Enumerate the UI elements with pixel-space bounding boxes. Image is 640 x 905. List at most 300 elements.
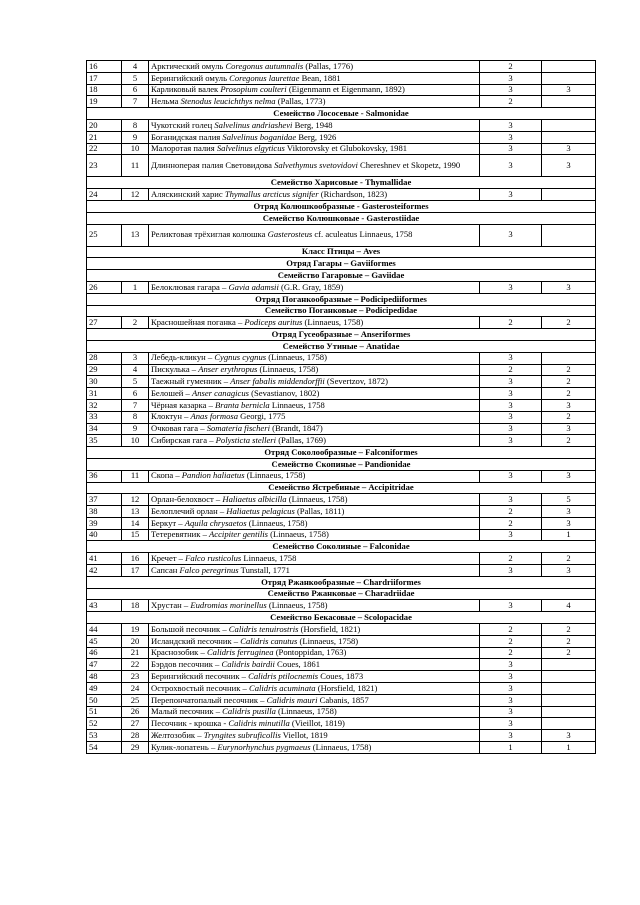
overall-number: 40 bbox=[87, 529, 122, 541]
taxon-header-row bbox=[87, 447, 596, 459]
latin-name: Stenodus leucichthys nelma bbox=[180, 96, 276, 107]
group-number: 5 bbox=[122, 376, 149, 388]
group-number: 19 bbox=[122, 624, 149, 636]
overall-number: 30 bbox=[87, 376, 122, 388]
latin-name: Branta bernicla bbox=[215, 399, 270, 410]
overall-number: 50 bbox=[87, 694, 122, 706]
latin-name: Cygnus cygnus bbox=[214, 352, 267, 363]
species-name bbox=[149, 659, 480, 671]
author-year: (Linnaeus, 1758) bbox=[244, 470, 306, 481]
species-row bbox=[87, 624, 596, 636]
russian-name: Скопа – bbox=[151, 470, 182, 481]
species-name bbox=[149, 423, 480, 435]
russian-name: Длинноперая палия Световидова bbox=[151, 160, 275, 171]
species-name bbox=[149, 517, 480, 529]
taxon-header-row bbox=[87, 541, 596, 553]
overall-number: 32 bbox=[87, 399, 122, 411]
species-name bbox=[149, 84, 480, 96]
latin-name: Calidris canutus bbox=[240, 635, 298, 646]
species-table-body bbox=[87, 61, 596, 754]
russian-name: Белоплечий орлан – bbox=[151, 505, 227, 516]
russian-name: Нельма bbox=[151, 96, 181, 107]
status-category-a: 3 bbox=[480, 718, 542, 730]
taxon-header: Семейство Поганковые – Podicipedidae bbox=[87, 305, 596, 317]
status-category-a: 3 bbox=[480, 376, 542, 388]
species-row bbox=[87, 399, 596, 411]
species-row bbox=[87, 281, 596, 293]
status-category-a: 3 bbox=[480, 683, 542, 695]
status-category-b bbox=[542, 189, 596, 201]
taxon-header: Семейство Бекасовые – Scolopacidae bbox=[87, 612, 596, 624]
status-category-b: 1 bbox=[542, 529, 596, 541]
russian-name: Таежный гуменник – bbox=[151, 376, 231, 387]
russian-name: Берингийский песочник – bbox=[151, 671, 249, 681]
russian-name: Белоклювая гагара – bbox=[151, 281, 229, 292]
overall-number: 27 bbox=[87, 317, 122, 329]
russian-name: Сибирская гага – bbox=[151, 435, 216, 446]
species-name bbox=[149, 671, 480, 683]
overall-number: 34 bbox=[87, 423, 122, 435]
author-year: Linnaeus, 1758 bbox=[269, 399, 325, 410]
species-row bbox=[87, 553, 596, 565]
status-category-a: 3 bbox=[480, 352, 542, 364]
author-year: Coues, 1861 bbox=[274, 659, 321, 670]
author-year: (Linnaeus, 1758) bbox=[302, 317, 364, 328]
overall-number: 45 bbox=[87, 635, 122, 647]
species-row bbox=[87, 730, 596, 742]
russian-name: Арктический омуль bbox=[151, 60, 226, 71]
author-year: Linnaeus, 1758 bbox=[241, 553, 297, 564]
status-category-b: 2 bbox=[542, 553, 596, 565]
author-year: (Linnaeus, 1758) bbox=[266, 600, 328, 611]
group-number: 1 bbox=[122, 281, 149, 293]
species-row bbox=[87, 364, 596, 376]
group-number: 25 bbox=[122, 694, 149, 706]
latin-name: Anser erythropus bbox=[198, 364, 258, 375]
status-category-b: 3 bbox=[542, 730, 596, 742]
latin-name: Coregonus laurettae bbox=[229, 72, 300, 83]
status-category-b: 3 bbox=[542, 281, 596, 293]
group-number: 13 bbox=[122, 224, 149, 246]
status-category-a: 3 bbox=[480, 494, 542, 506]
overall-number: 25 bbox=[87, 224, 122, 246]
russian-name: Клоктун – bbox=[151, 411, 191, 422]
overall-number: 21 bbox=[87, 131, 122, 143]
status-category-a: 2 bbox=[480, 635, 542, 647]
author-year: Viellot, 1819 bbox=[280, 729, 328, 740]
species-row bbox=[87, 189, 596, 201]
species-name bbox=[149, 281, 480, 293]
russian-name: Реликтовая трёхиглая колюшка bbox=[151, 229, 268, 240]
russian-name: Чёрная казарка – bbox=[151, 399, 216, 410]
russian-name: Острохвостый песочник – bbox=[151, 682, 249, 693]
latin-name: Calidris mauri bbox=[266, 694, 318, 705]
taxon-header: Семейство Гагаровые – Gaviidae bbox=[87, 270, 596, 282]
author-year: (Linnaeus, 1758) bbox=[286, 494, 348, 505]
overall-number: 53 bbox=[87, 730, 122, 742]
russian-name: Белошей – bbox=[151, 387, 192, 398]
taxon-header: Отряд Гагары – Gaviiformes bbox=[87, 258, 596, 270]
overall-number: 47 bbox=[87, 659, 122, 671]
author-year: (Brandt, 1847) bbox=[269, 423, 323, 434]
russian-name: Малоротая палия bbox=[151, 143, 217, 154]
group-number: 28 bbox=[122, 730, 149, 742]
author-year: Coues, 1873 bbox=[318, 671, 364, 681]
species-row bbox=[87, 224, 596, 246]
overall-number: 36 bbox=[87, 470, 122, 482]
group-number: 23 bbox=[122, 671, 149, 683]
status-category-b: 2 bbox=[542, 317, 596, 329]
status-category-a: 2 bbox=[480, 96, 542, 108]
latin-name: Polysticta stelleri bbox=[215, 435, 277, 446]
overall-number: 38 bbox=[87, 506, 122, 518]
status-category-b: 2 bbox=[542, 635, 596, 647]
overall-number: 28 bbox=[87, 352, 122, 364]
latin-name: Anser fabalis middendorffii bbox=[230, 376, 325, 387]
status-category-b bbox=[542, 718, 596, 730]
latin-name: Calidris minutilla bbox=[228, 718, 290, 729]
species-row bbox=[87, 647, 596, 659]
group-number: 5 bbox=[122, 72, 149, 84]
group-number: 27 bbox=[122, 718, 149, 730]
overall-number: 46 bbox=[87, 647, 122, 659]
species-name bbox=[149, 376, 480, 388]
overall-number: 26 bbox=[87, 281, 122, 293]
author-year: Viktorovsky et Glubokovsky, 1981 bbox=[284, 143, 408, 154]
species-table bbox=[86, 60, 596, 754]
overall-number: 29 bbox=[87, 364, 122, 376]
group-number: 26 bbox=[122, 706, 149, 718]
species-name bbox=[149, 155, 480, 177]
russian-name: Чукотский голец bbox=[151, 119, 215, 130]
author-year: (Severtzov, 1872) bbox=[324, 376, 388, 387]
latin-name: Salvethymus svetovidovi bbox=[274, 160, 358, 171]
status-category-a: 3 bbox=[480, 155, 542, 177]
species-name bbox=[149, 647, 480, 659]
russian-name: Исландский песочник – bbox=[151, 635, 241, 646]
latin-name: Falco peregrinus bbox=[179, 564, 239, 575]
group-number: 29 bbox=[122, 742, 149, 754]
taxon-header-row bbox=[87, 258, 596, 270]
russian-name: Берингийский омуль bbox=[151, 72, 230, 83]
status-category-a: 2 bbox=[480, 647, 542, 659]
status-category-a: 2 bbox=[480, 364, 542, 376]
russian-name: Малый песочник – bbox=[151, 706, 223, 717]
status-category-b: 2 bbox=[542, 388, 596, 400]
latin-name: Haliaetus pelagicus bbox=[226, 505, 295, 516]
taxon-header-row bbox=[87, 246, 596, 258]
russian-name: Тетеревятник – bbox=[151, 529, 210, 540]
author-year: (Linnaeus, 1758) bbox=[257, 364, 319, 375]
latin-name: Prosopium coulteri bbox=[220, 84, 287, 95]
russian-name: Перепончатопалый песочник – bbox=[151, 694, 267, 705]
latin-name: Eudromias morinellus bbox=[190, 600, 267, 611]
overall-number: 19 bbox=[87, 96, 122, 108]
overall-number: 49 bbox=[87, 683, 122, 695]
author-year: (Linnaeus, 1758) bbox=[266, 352, 327, 363]
taxon-header-row bbox=[87, 293, 596, 305]
author-year: Bean, 1881 bbox=[299, 72, 341, 83]
species-name bbox=[149, 224, 480, 246]
author-year: cf. aculeatus Linnaeus, 1758 bbox=[312, 229, 413, 240]
latin-name: Tryngites subruficollis bbox=[203, 729, 281, 740]
taxon-header-row bbox=[87, 212, 596, 224]
species-name bbox=[149, 506, 480, 518]
taxon-header-row bbox=[87, 270, 596, 282]
latin-name: Calidris acuminata bbox=[248, 682, 316, 693]
species-row bbox=[87, 131, 596, 143]
overall-number: 51 bbox=[87, 706, 122, 718]
latin-name: Gavia adamsii bbox=[228, 281, 279, 292]
latin-name: Gasterosteus bbox=[267, 229, 313, 240]
group-number: 12 bbox=[122, 494, 149, 506]
status-category-a: 1 bbox=[480, 742, 542, 754]
taxon-header: Семейство Ржанковые – Charadriidae bbox=[87, 588, 596, 600]
russian-name: Орлан-белохвост – bbox=[151, 494, 223, 505]
overall-number: 52 bbox=[87, 718, 122, 730]
group-number: 18 bbox=[122, 600, 149, 612]
status-category-b bbox=[542, 224, 596, 246]
species-row bbox=[87, 706, 596, 718]
latin-name: Coregonus autumnalis bbox=[225, 60, 304, 71]
status-category-a: 3 bbox=[480, 671, 542, 683]
status-category-a: 2 bbox=[480, 517, 542, 529]
species-name bbox=[149, 388, 480, 400]
species-row bbox=[87, 61, 596, 73]
status-category-a: 3 bbox=[480, 565, 542, 577]
status-category-b: 2 bbox=[542, 624, 596, 636]
status-category-b: 3 bbox=[542, 470, 596, 482]
latin-name: Aquila chrysaetos bbox=[184, 517, 247, 528]
status-category-b: 3 bbox=[542, 143, 596, 155]
overall-number: 23 bbox=[87, 155, 122, 177]
group-number: 12 bbox=[122, 189, 149, 201]
taxon-header: Семейство Лососевые - Salmonidae bbox=[87, 108, 596, 120]
group-number: 4 bbox=[122, 364, 149, 376]
status-category-b: 2 bbox=[542, 411, 596, 423]
taxon-header-row bbox=[87, 108, 596, 120]
author-year: (Richardson, 1823) bbox=[318, 188, 388, 199]
group-number: 17 bbox=[122, 565, 149, 577]
author-year: (Horsfield, 1821) bbox=[298, 623, 361, 634]
species-name bbox=[149, 635, 480, 647]
status-category-b bbox=[542, 119, 596, 131]
species-name bbox=[149, 553, 480, 565]
status-category-a: 3 bbox=[480, 388, 542, 400]
species-row bbox=[87, 84, 596, 96]
species-row bbox=[87, 635, 596, 647]
status-category-a: 3 bbox=[480, 72, 542, 84]
taxon-header: Семейство Утиные – Anatidae bbox=[87, 340, 596, 352]
species-name bbox=[149, 706, 480, 718]
russian-name: Красношейная поганка – bbox=[151, 317, 245, 328]
russian-name: Желтозобик – bbox=[151, 729, 204, 740]
group-number: 9 bbox=[122, 131, 149, 143]
species-row bbox=[87, 72, 596, 84]
species-row bbox=[87, 683, 596, 695]
status-category-a: 3 bbox=[480, 119, 542, 131]
species-row bbox=[87, 659, 596, 671]
status-category-a: 3 bbox=[480, 189, 542, 201]
group-number: 11 bbox=[122, 155, 149, 177]
author-year: Berg, 1926 bbox=[296, 131, 337, 142]
russian-name: Аляскинский харис bbox=[151, 188, 225, 199]
russian-name: Большой песочник – bbox=[151, 623, 229, 634]
status-category-a: 3 bbox=[480, 423, 542, 435]
status-category-a: 2 bbox=[480, 506, 542, 518]
russian-name: Боганидская палия bbox=[151, 131, 223, 142]
taxon-header-row bbox=[87, 340, 596, 352]
author-year: (G.R. Gray, 1859) bbox=[278, 281, 344, 292]
status-category-a: 3 bbox=[480, 411, 542, 423]
status-category-b: 2 bbox=[542, 435, 596, 447]
status-category-a: 3 bbox=[480, 143, 542, 155]
species-name bbox=[149, 131, 480, 143]
overall-number: 20 bbox=[87, 119, 122, 131]
species-name bbox=[149, 364, 480, 376]
status-category-a: 3 bbox=[480, 399, 542, 411]
status-category-b: 3 bbox=[542, 506, 596, 518]
status-category-b: 2 bbox=[542, 647, 596, 659]
taxon-header: Семейство Колюшковые - Gasterostiidae bbox=[87, 212, 596, 224]
latin-name: Calidris ferruginea bbox=[206, 647, 274, 658]
group-number: 10 bbox=[122, 435, 149, 447]
taxon-header-row bbox=[87, 612, 596, 624]
species-row bbox=[87, 494, 596, 506]
latin-name: Salvelinus andriashevi bbox=[214, 119, 293, 130]
group-number: 15 bbox=[122, 529, 149, 541]
latin-name: Haliaetus albicilla bbox=[222, 494, 287, 505]
group-number: 3 bbox=[122, 352, 149, 364]
species-name bbox=[149, 742, 480, 754]
species-name bbox=[149, 143, 480, 155]
taxon-header: Отряд Гусеобразные – Anseriformes bbox=[87, 329, 596, 341]
group-number: 16 bbox=[122, 553, 149, 565]
russian-name: Лебедь-кликун – bbox=[151, 352, 215, 363]
group-number: 13 bbox=[122, 506, 149, 518]
taxon-header-row bbox=[87, 482, 596, 494]
species-name bbox=[149, 119, 480, 131]
overall-number: 31 bbox=[87, 388, 122, 400]
species-name bbox=[149, 718, 480, 730]
status-category-a: 3 bbox=[480, 281, 542, 293]
taxon-header: Семейство Скопиные – Pandionidae bbox=[87, 458, 596, 470]
species-row bbox=[87, 388, 596, 400]
russian-name: Краснозобик – bbox=[151, 647, 207, 658]
species-name bbox=[149, 683, 480, 695]
status-category-b bbox=[542, 131, 596, 143]
author-year: Chereshnev et Skopetz, 1990 bbox=[357, 160, 461, 171]
overall-number: 44 bbox=[87, 624, 122, 636]
author-year: (Linnaeus, 1758) bbox=[268, 529, 329, 540]
latin-name: Calidris tenuirostris bbox=[228, 623, 299, 634]
overall-number: 16 bbox=[87, 61, 122, 73]
status-category-a: 2 bbox=[480, 624, 542, 636]
species-row bbox=[87, 470, 596, 482]
species-row bbox=[87, 96, 596, 108]
species-name bbox=[149, 411, 480, 423]
latin-name: Thymallus arcticus signifer bbox=[224, 188, 319, 199]
overall-number: 48 bbox=[87, 671, 122, 683]
species-name bbox=[149, 730, 480, 742]
overall-number: 24 bbox=[87, 189, 122, 201]
status-category-b: 3 bbox=[542, 84, 596, 96]
group-number: 4 bbox=[122, 61, 149, 73]
species-row bbox=[87, 119, 596, 131]
latin-name: Salvelinus boganidae bbox=[222, 131, 297, 142]
author-year: (Pallas, 1769) bbox=[276, 435, 326, 446]
status-category-a: 3 bbox=[480, 224, 542, 246]
status-category-b: 3 bbox=[542, 423, 596, 435]
species-row bbox=[87, 317, 596, 329]
species-name bbox=[149, 529, 480, 541]
status-category-b: 3 bbox=[542, 399, 596, 411]
species-row bbox=[87, 423, 596, 435]
status-category-b bbox=[542, 659, 596, 671]
russian-name: Пискулька – bbox=[151, 364, 199, 375]
status-category-b bbox=[542, 683, 596, 695]
latin-name: Calidris ptilocnemis bbox=[248, 671, 319, 681]
species-name bbox=[149, 624, 480, 636]
latin-name: Salvelinus elgyticus bbox=[216, 143, 285, 154]
status-category-a: 3 bbox=[480, 706, 542, 718]
status-category-a: 2 bbox=[480, 61, 542, 73]
status-category-b bbox=[542, 706, 596, 718]
russian-name: Сапсан bbox=[151, 564, 180, 575]
latin-name: Accipiter gentilis bbox=[209, 529, 268, 540]
latin-name: Podiceps auritus bbox=[244, 317, 303, 328]
taxon-header-row bbox=[87, 329, 596, 341]
taxon-header: Отряд Ржанкообразные – Chardriiformes bbox=[87, 576, 596, 588]
overall-number: 39 bbox=[87, 517, 122, 529]
taxon-header-row bbox=[87, 588, 596, 600]
species-name bbox=[149, 317, 480, 329]
species-name bbox=[149, 565, 480, 577]
latin-name: Pandion haliaetus bbox=[181, 470, 245, 481]
author-year: Berg, 1948 bbox=[292, 119, 333, 130]
group-number: 11 bbox=[122, 470, 149, 482]
status-category-a: 2 bbox=[480, 317, 542, 329]
species-name bbox=[149, 61, 480, 73]
group-number: 8 bbox=[122, 411, 149, 423]
species-row bbox=[87, 411, 596, 423]
species-row bbox=[87, 742, 596, 754]
author-year: Cabanis, 1857 bbox=[317, 694, 369, 705]
russian-name: Бэрдов песочник – bbox=[151, 659, 222, 670]
status-category-a: 3 bbox=[480, 435, 542, 447]
latin-name: Calidris pusilla bbox=[222, 706, 276, 717]
latin-name: Anser canagicus bbox=[191, 387, 250, 398]
taxon-header-row bbox=[87, 200, 596, 212]
author-year: (Pallas, 1773) bbox=[275, 96, 326, 107]
taxon-header: Отряд Соколообразные – Falconiformes bbox=[87, 447, 596, 459]
species-row bbox=[87, 529, 596, 541]
status-category-b: 2 bbox=[542, 364, 596, 376]
group-number: 9 bbox=[122, 423, 149, 435]
species-row bbox=[87, 565, 596, 577]
taxon-header-row bbox=[87, 305, 596, 317]
russian-name: Кречет – bbox=[151, 553, 186, 564]
status-category-a: 2 bbox=[480, 553, 542, 565]
species-name bbox=[149, 435, 480, 447]
species-row bbox=[87, 435, 596, 447]
species-row bbox=[87, 517, 596, 529]
status-category-a: 3 bbox=[480, 600, 542, 612]
overall-number: 33 bbox=[87, 411, 122, 423]
species-row bbox=[87, 718, 596, 730]
status-category-a: 3 bbox=[480, 131, 542, 143]
russian-name: Очковая гага – bbox=[151, 423, 207, 434]
